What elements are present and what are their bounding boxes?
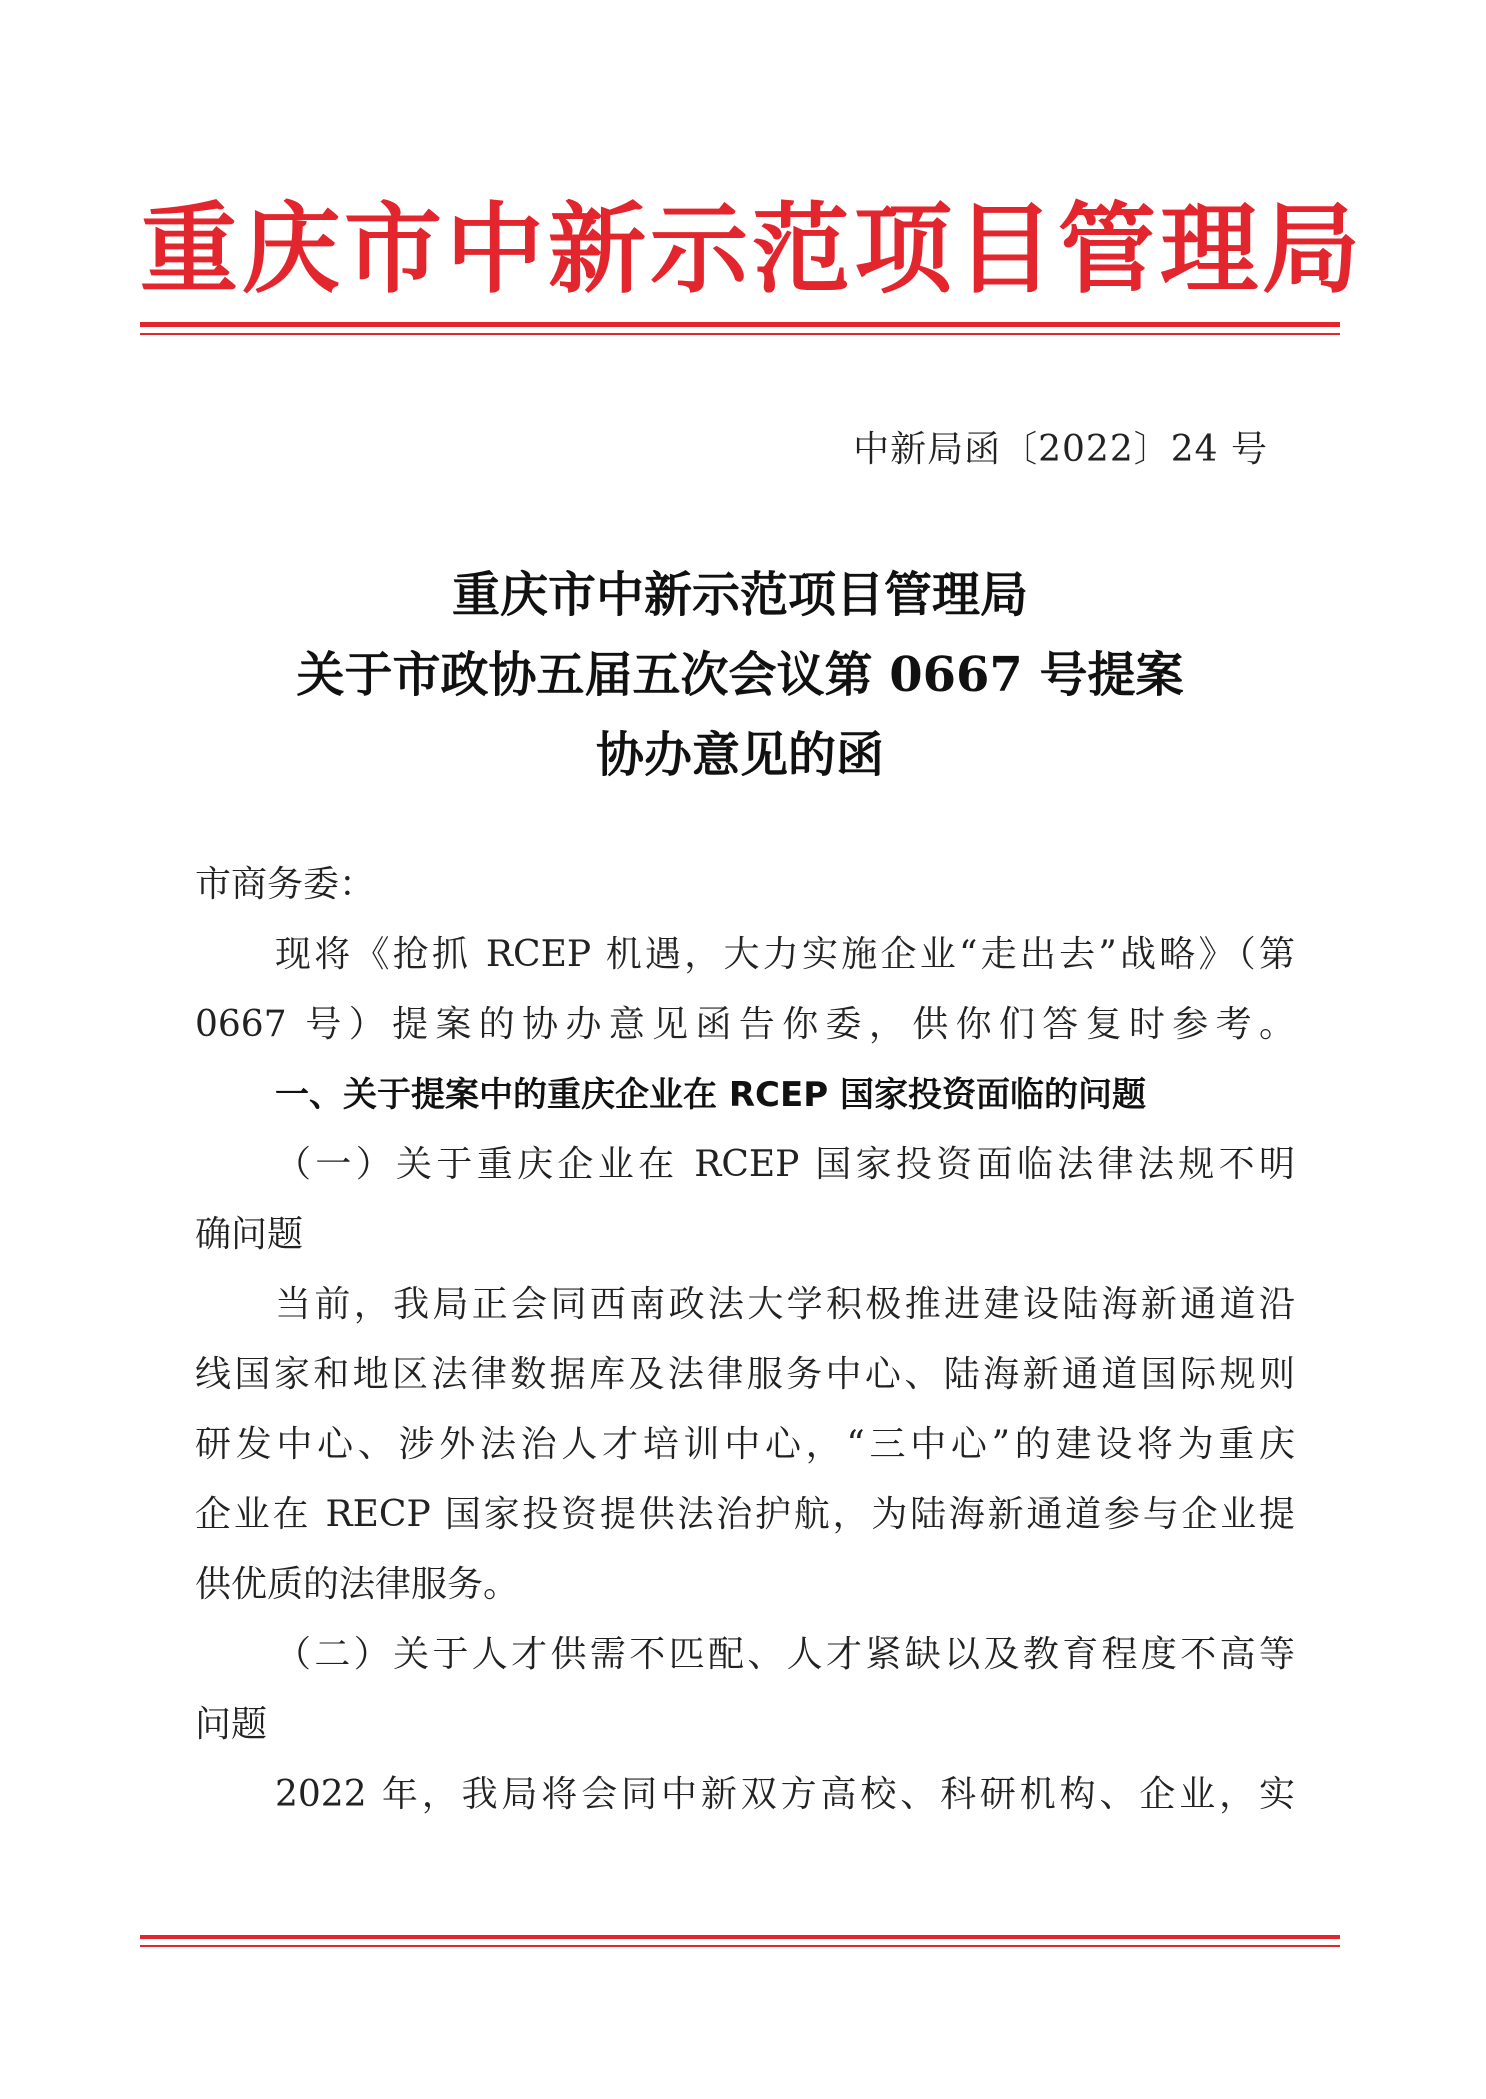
paragraph-line: 当前，我局正会同西南政法大学积极推进建设陆海新通道沿 <box>275 1284 1295 1325</box>
title-line-3: 协办意见的函 <box>595 727 884 783</box>
letterhead-org-name: 重庆市中新示范项目管理局 <box>140 192 1365 307</box>
recipient: 市商务委： <box>195 864 376 905</box>
paragraph-line: 企业在 RECP 国家投资提供法治护航，为陆海新通道参与企业提 <box>195 1494 1295 1535</box>
title-line-1: 重庆市中新示范项目管理局 <box>451 567 1028 623</box>
intro-line-2: 0667 号）提案的协办意见函告你委，供你们答复时参考。 <box>195 1004 1295 1045</box>
document-number: 中新局函〔2022〕24 号 <box>853 429 1268 470</box>
paragraph-line: 供优质的法律服务。 <box>195 1564 520 1605</box>
letterhead-rule-thick <box>140 322 1340 327</box>
subsection-1-heading-line-2: 确问题 <box>195 1214 304 1255</box>
subsection-2-heading-line-1: （二）关于人才供需不匹配、人才紧缺以及教育程度不高等 <box>275 1634 1295 1675</box>
paragraph-line: 线国家和地区法律数据库及法律服务中心、陆海新通道国际规则 <box>195 1354 1295 1395</box>
footer-rule-thin <box>140 1945 1340 1947</box>
document-title <box>140 555 1340 795</box>
footer-rule-thick <box>140 1935 1340 1939</box>
subsection-2-heading-line-2: 问题 <box>195 1704 268 1745</box>
paragraph-line: 研发中心、涉外法治人才培训中心，“三中心”的建设将为重庆 <box>195 1424 1295 1465</box>
paragraph-line: 2022 年，我局将会同中新双方高校、科研机构、企业，实 <box>275 1774 1295 1815</box>
letterhead-rule-thin <box>140 333 1340 335</box>
section-heading-1: 一、关于提案中的重庆企业在 RCEP 国家投资面临的问题 <box>275 1075 1146 1115</box>
subsection-1-heading-line-1: （一）关于重庆企业在 RCEP 国家投资面临法律法规不明 <box>275 1144 1295 1185</box>
title-line-2: 关于市政协五届五次会议第 0667 号提案 <box>296 647 1184 703</box>
intro-line-1: 现将《抢抓 RCEP 机遇，大力实施企业“走出去”战略》（第 <box>275 934 1295 975</box>
